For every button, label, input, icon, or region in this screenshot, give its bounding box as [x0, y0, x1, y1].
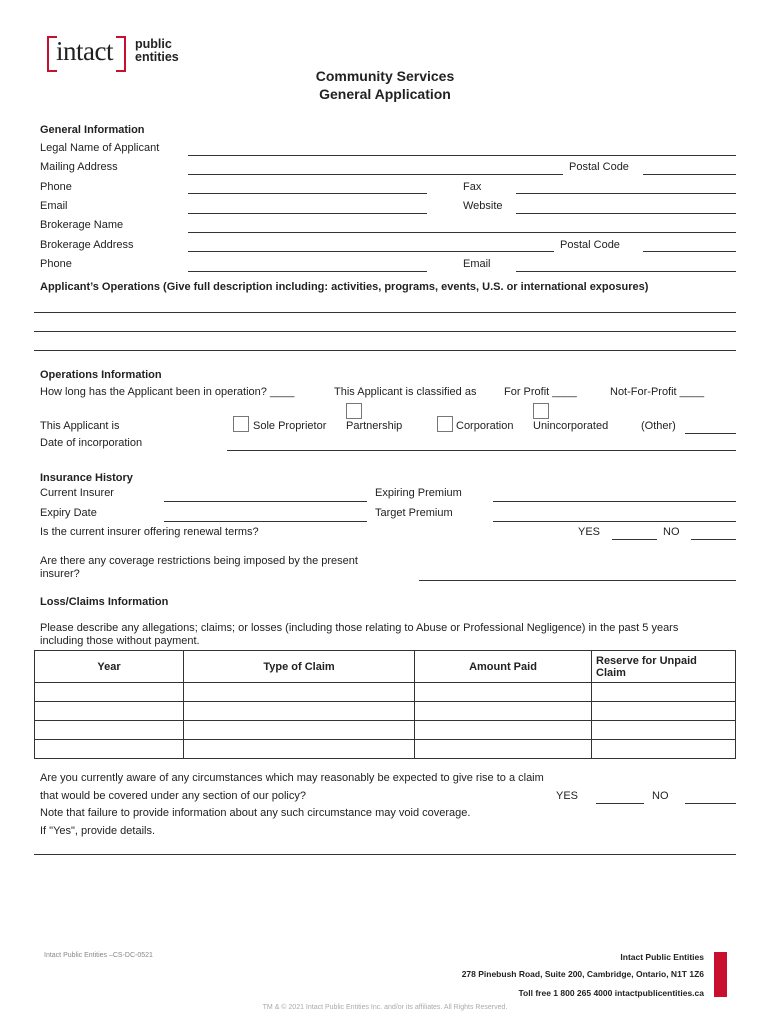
- sole-proprietor-label: Sole Proprietor: [253, 420, 327, 432]
- loss-claims-heading: Loss/Claims Information: [40, 596, 169, 608]
- expiry-date-field[interactable]: [164, 521, 367, 522]
- table-cell[interactable]: [415, 702, 592, 721]
- table-cell[interactable]: [184, 683, 415, 702]
- email-2-label: Email: [463, 258, 491, 270]
- logo-side-2: entities: [135, 50, 179, 64]
- operations-description-line-2[interactable]: [34, 331, 736, 332]
- table-cell[interactable]: [592, 683, 736, 702]
- circumstances-details-label: If "Yes", provide details.: [40, 825, 156, 837]
- loss-description-1: Please describe any allegations; claims; or losses (including those relating to Abuse or Professional Negligence) in the past 5 years: [40, 622, 679, 634]
- general-info-heading: General Information: [40, 124, 145, 136]
- legal-name-label: Legal Name of Applicant: [40, 142, 160, 154]
- email-label: Email: [40, 200, 68, 212]
- phone-field[interactable]: [188, 193, 427, 194]
- email-2-field[interactable]: [516, 271, 736, 272]
- table-cell[interactable]: [35, 702, 184, 721]
- table-cell[interactable]: [415, 740, 592, 759]
- other-field[interactable]: [685, 433, 736, 434]
- circumstances-no-label: NO: [652, 790, 669, 802]
- operations-description-heading: Applicant’s Operations (Give full description including: activities, programs, events, U.S. or international exposures): [40, 281, 649, 293]
- footer-company: Intact Public Entities: [620, 952, 704, 962]
- title-line-2: General Application: [319, 86, 451, 102]
- table-cell[interactable]: [592, 740, 736, 759]
- logo-side-1: public: [135, 37, 172, 51]
- mailing-address-label: Mailing Address: [40, 161, 118, 173]
- col-amount-paid: Amount Paid: [415, 651, 592, 683]
- table-cell[interactable]: [184, 740, 415, 759]
- brokerage-name-label: Brokerage Name: [40, 219, 124, 231]
- target-premium-label: Target Premium: [375, 507, 453, 519]
- table-cell[interactable]: [592, 702, 736, 721]
- table-row: [35, 683, 736, 702]
- partnership-label: Partnership: [346, 420, 403, 432]
- email-field[interactable]: [188, 213, 427, 214]
- phone-2-field[interactable]: [188, 271, 427, 272]
- table-cell[interactable]: [184, 721, 415, 740]
- loss-description-2: including those without payment.: [40, 635, 200, 647]
- corporation-checkbox[interactable]: [437, 416, 453, 432]
- how-long-label: How long has the Applicant been in operation? ____: [40, 386, 295, 398]
- circumstances-question-1: Are you currently aware of any circumstances which may reasonably be expected to give rise to a claim: [40, 772, 544, 784]
- date-incorporation-label: Date of incorporation: [40, 437, 143, 449]
- sole-proprietor-checkbox[interactable]: [233, 416, 249, 432]
- table-cell[interactable]: [184, 702, 415, 721]
- not-for-profit-label: Not-For-Profit ____: [610, 386, 705, 398]
- phone-2-label: Phone: [40, 258, 72, 270]
- restrictions-question-2: insurer?: [40, 568, 80, 580]
- claims-table: [34, 650, 736, 759]
- circumstances-details-field[interactable]: [34, 854, 736, 855]
- renewal-yes-field[interactable]: [612, 539, 657, 540]
- operations-info-heading: Operations Information: [40, 369, 162, 381]
- logo-word: intact: [56, 36, 113, 66]
- brokerage-address-field[interactable]: [188, 251, 554, 252]
- postal-code-field[interactable]: [643, 174, 736, 175]
- mailing-address-field[interactable]: [188, 174, 563, 175]
- table-cell[interactable]: [35, 721, 184, 740]
- circumstances-yes-field[interactable]: [596, 803, 644, 804]
- expiring-premium-field[interactable]: [493, 501, 736, 502]
- unincorporated-label: Unincorporated: [533, 420, 609, 432]
- current-insurer-field[interactable]: [164, 501, 367, 502]
- brokerage-address-label: Brokerage Address: [40, 239, 134, 251]
- renewal-yes-label: YES: [578, 526, 601, 538]
- col-type-of-claim: Type of Claim: [184, 651, 415, 683]
- renewal-question: Is the current insurer offering renewal terms?: [40, 526, 259, 538]
- col-reserve: [592, 651, 736, 683]
- restrictions-field[interactable]: [419, 580, 736, 581]
- page-title: [0, 67, 770, 103]
- col-year: Year: [35, 651, 184, 683]
- legal-name-field[interactable]: [188, 155, 736, 156]
- table-cell[interactable]: [35, 683, 184, 702]
- table-row: [35, 702, 736, 721]
- table-cell[interactable]: [415, 683, 592, 702]
- partnership-checkbox[interactable]: [346, 403, 362, 419]
- claims-table-header: [35, 651, 736, 683]
- copyright: TM & © 2021 Intact Public Entities Inc. and/or its affiliates. All Rights Reserved.: [262, 1004, 508, 1011]
- other-label: (Other): [641, 420, 676, 432]
- applicant-is-label: This Applicant is: [40, 420, 120, 432]
- title-line-1: Community Services: [315, 68, 455, 84]
- table-cell[interactable]: [415, 721, 592, 740]
- footer-contact: Toll free 1 800 265 4000 intactpublicentities.ca: [518, 988, 704, 998]
- col-reserve-line-1: Reserve for Unpaid: [596, 654, 697, 667]
- postal-code-2-field[interactable]: [643, 251, 736, 252]
- insurance-history-heading: Insurance History: [40, 472, 133, 484]
- expiry-date-label: Expiry Date: [40, 507, 97, 519]
- classified-label: This Applicant is classified as: [334, 386, 477, 398]
- table-cell[interactable]: [592, 721, 736, 740]
- circumstances-no-field[interactable]: [685, 803, 736, 804]
- circumstances-note: Note that failure to provide information about any such circumstance may void coverage.: [40, 807, 471, 819]
- form-code: Intact Public Entities –CS-DC-0521: [44, 952, 153, 959]
- date-incorporation-field[interactable]: [227, 450, 736, 451]
- renewal-no-field[interactable]: [691, 539, 736, 540]
- postal-code-2-label: Postal Code: [560, 239, 620, 251]
- postal-code-label: Postal Code: [569, 161, 629, 173]
- unincorporated-checkbox[interactable]: [533, 403, 549, 419]
- expiring-premium-label: Expiring Premium: [375, 487, 462, 499]
- corporation-label: Corporation: [456, 420, 514, 432]
- circumstances-question-2: that would be covered under any section of our policy?: [40, 790, 306, 802]
- fax-label: Fax: [463, 181, 482, 193]
- table-row: [35, 721, 736, 740]
- circumstances-yes-label: YES: [556, 790, 579, 802]
- table-cell[interactable]: [35, 740, 184, 759]
- operations-description-line-3[interactable]: [34, 350, 736, 351]
- footer-accent-bar: [714, 952, 727, 997]
- col-reserve-line-2: Claim: [596, 666, 626, 679]
- current-insurer-label: Current Insurer: [40, 487, 114, 499]
- fax-field[interactable]: [516, 193, 736, 194]
- operations-description-line-1[interactable]: [34, 312, 736, 313]
- website-label: Website: [463, 200, 503, 212]
- for-profit-label: For Profit ____: [504, 386, 577, 398]
- brokerage-name-field[interactable]: [188, 232, 736, 233]
- restrictions-question-1: Are there any coverage restrictions being imposed by the present: [40, 555, 358, 567]
- website-field[interactable]: [516, 213, 736, 214]
- target-premium-field[interactable]: [493, 521, 736, 522]
- phone-label: Phone: [40, 181, 72, 193]
- table-row: [35, 740, 736, 759]
- footer-address: 278 Pinebush Road, Suite 200, Cambridge, Ontario, N1T 1Z6: [461, 969, 704, 979]
- renewal-no-label: NO: [663, 526, 680, 538]
